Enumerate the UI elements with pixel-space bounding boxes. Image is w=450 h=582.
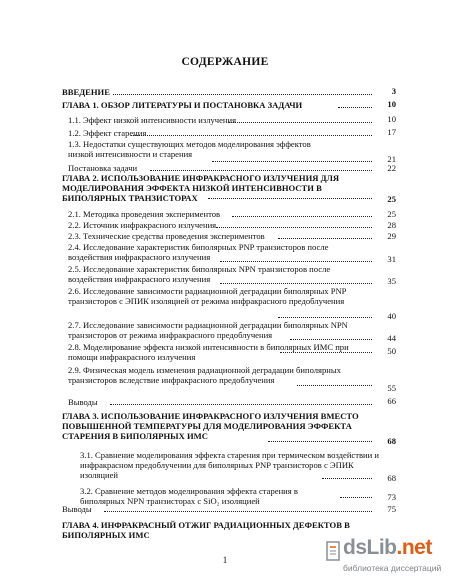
book-icon	[325, 540, 341, 562]
toc-leader-dots	[212, 161, 372, 162]
watermark-logo-suffix: .net	[396, 536, 432, 559]
page-number: 1	[222, 555, 228, 565]
watermark	[325, 536, 450, 582]
toc-entry	[68, 115, 368, 125]
toc-leader-dots	[340, 497, 372, 498]
toc-page-number: 50	[387, 346, 396, 356]
toc-entry-text: 2.4. Исследование характеристик биполярных PNP транзисторов после воздействия инфракрасного излучения	[68, 242, 329, 262]
toc-entry-text: 2.7. Исследование зависимости радиационной деградации биполярных NPN транзисторов от режима инфракрасного предоблучения	[68, 320, 348, 340]
toc-entry-text: 2.6. Исследование зависимости радиационной деградации биполярных PNP транзисторов с ЭПИК изоляцией от режима инфракрасного предоблучения	[68, 286, 347, 306]
toc-entry	[68, 286, 358, 306]
toc-entry-text: 3.1. Сравнение моделирования эффекта старения при термическом воздействии и инфракрасном предоблучении для биполярных PNP транзисторов с ЭПИК изоляцией	[80, 450, 379, 480]
toc-entry	[62, 411, 362, 441]
toc-entry	[68, 365, 368, 385]
toc-entry-text: ГЛАВА 1. ОБЗОР ЛИТЕРАТУРЫ И ПОСТАНОВКА ЗАДАЧИ	[62, 100, 303, 110]
toc-entry-text: Выводы	[62, 504, 92, 514]
toc-entry	[80, 450, 380, 480]
toc-entry	[68, 220, 368, 230]
toc-leader-dots	[232, 216, 372, 217]
toc-entry	[62, 520, 362, 540]
toc-entry-text: ГЛАВА 2. ИСПОЛЬЗОВАНИЕ ИНФРАКРАСНОГО ИЗЛУЧЕНИЯ ДЛЯ МОДЕЛИРОВАНИЯ ЭФФЕКТА НИЗКОЙ ИНТЕНСИВНОСТИ В БИПОЛЯРНЫХ ТРАНЗИСТОРАХ	[62, 173, 340, 203]
toc-page-number: 25	[387, 209, 396, 219]
toc-page-number: 68	[387, 473, 396, 483]
toc-entry-text: ГЛАВА 4. ИНФРАКРАСНЫЙ ОТЖИГ РАДИАЦИОННЫХ ДЕФЕКТОВ В БИПОЛЯРНЫХ ИМС	[62, 520, 350, 540]
toc-entry-text: 2.8. Моделирование эффекта низкой интенсивности в биполярных ИМС при помощи инфракрасного излучения	[68, 342, 349, 362]
toc-entry	[68, 139, 333, 159]
toc-entry	[62, 87, 362, 97]
toc-entry-text: 2.3. Технические средства проведения экспериментов	[68, 231, 265, 241]
toc-leader-dots	[338, 107, 372, 108]
toc-leader-dots	[278, 317, 372, 318]
toc-leader-dots	[280, 352, 372, 353]
toc-page-number: 31	[387, 254, 396, 264]
toc-page-number: 73	[387, 492, 396, 502]
toc-page-number: 55	[387, 383, 396, 393]
watermark-logo	[343, 536, 432, 560]
toc-entry-text: 1.1. Эффект низкой интенсивности излучения	[68, 115, 237, 125]
toc-entry-text: ВВЕДЕНИЕ	[62, 87, 110, 97]
toc-entry-text: 2.5. Исследование характеристик биполярных NPN транзисторов после воздействия инфракрасного излучения	[68, 264, 331, 284]
toc-leader-dots	[278, 238, 372, 239]
toc-page-number: 75	[387, 504, 396, 514]
toc-page-number: 40	[387, 311, 396, 321]
toc-entry	[68, 320, 358, 340]
toc-entry-text: 2.1. Методика проведения экспериментов	[68, 209, 221, 219]
toc-entry	[68, 209, 368, 219]
toc-leader-dots	[216, 227, 372, 228]
toc-entry	[68, 264, 358, 284]
toc-entry	[68, 397, 368, 407]
toc-leader-dots	[110, 404, 372, 405]
toc-leader-dots	[150, 170, 372, 171]
toc-leader-dots	[322, 478, 372, 479]
toc-leader-dots	[297, 385, 372, 386]
toc-page-number: 28	[387, 220, 396, 230]
toc-entry	[62, 100, 382, 110]
toc-leader-dots	[208, 198, 372, 199]
watermark-logo-main: dsLib	[343, 536, 397, 559]
toc-leader-dots	[104, 511, 372, 512]
toc-leader-dots	[290, 339, 372, 340]
toc-entry-text: Выводы	[68, 397, 98, 407]
toc-entry-text: 2.2. Источник инфракрасного излучения	[68, 220, 217, 230]
toc-entry	[62, 504, 362, 514]
toc-page-number: 44	[387, 333, 396, 343]
toc-leader-dots	[228, 122, 372, 123]
watermark-subtitle: библиотека диссертаций	[343, 563, 442, 573]
toc-entry-text: 1.3. Недостатки существующих методов моделирования эффектов низкой интенсивности и старения	[68, 139, 311, 159]
toc-leader-dots	[131, 135, 372, 136]
toc-entry-text: Постановка задачи	[68, 163, 138, 173]
toc-page-number: 35	[387, 276, 396, 286]
toc-page-number: 66	[387, 396, 396, 406]
toc-entry-text: ГЛАВА 3. ИСПОЛЬЗОВАНИЕ ИНФРАКРАСНОГО ИЗЛУЧЕНИЯ ВМЕСТО ПОВЫШЕННОЙ ТЕМПЕРАТУРЫ ДЛЯ МОДЕЛИРОВАНИЯ ЭФФЕКТА СТАРЕНИЯ В БИПОЛЯРНЫХ ИМС	[62, 411, 359, 441]
toc-page-number: 10	[387, 114, 396, 124]
toc-leader-dots	[220, 283, 372, 284]
toc-page-number: 10	[387, 99, 396, 109]
toc-entry	[68, 231, 368, 241]
toc-page-number: 29	[387, 231, 396, 241]
toc-page-number: 22	[387, 163, 396, 173]
toc-entry-text: 3.2. Сравнение методов моделирования эффекта старения в биполярных NPN транзисторах с SiO₂ изоляцией	[80, 486, 298, 506]
toc-page-number: 21	[387, 154, 396, 164]
toc-leader-dots	[268, 441, 372, 442]
toc-entry	[68, 242, 358, 262]
toc-entry	[68, 128, 368, 138]
page-title: СОДЕРЖАНИЕ	[181, 56, 269, 68]
toc-page-number: 3	[391, 86, 396, 96]
toc-page-number: 68	[387, 436, 396, 446]
toc-leader-dots	[113, 94, 372, 95]
toc-entry-text: 1.2. Эффект старения	[68, 128, 147, 138]
toc-page-number: 17	[387, 127, 396, 137]
toc-entry	[80, 486, 340, 506]
toc-entry-text: 2.9. Физическая модель изменения радиационной деградации биполярных транзисторов вследствие инфракрасного предоблучения	[68, 365, 341, 385]
toc-leader-dots	[220, 261, 372, 262]
toc-page-number: 25	[387, 194, 396, 204]
toc-entry	[68, 163, 368, 173]
